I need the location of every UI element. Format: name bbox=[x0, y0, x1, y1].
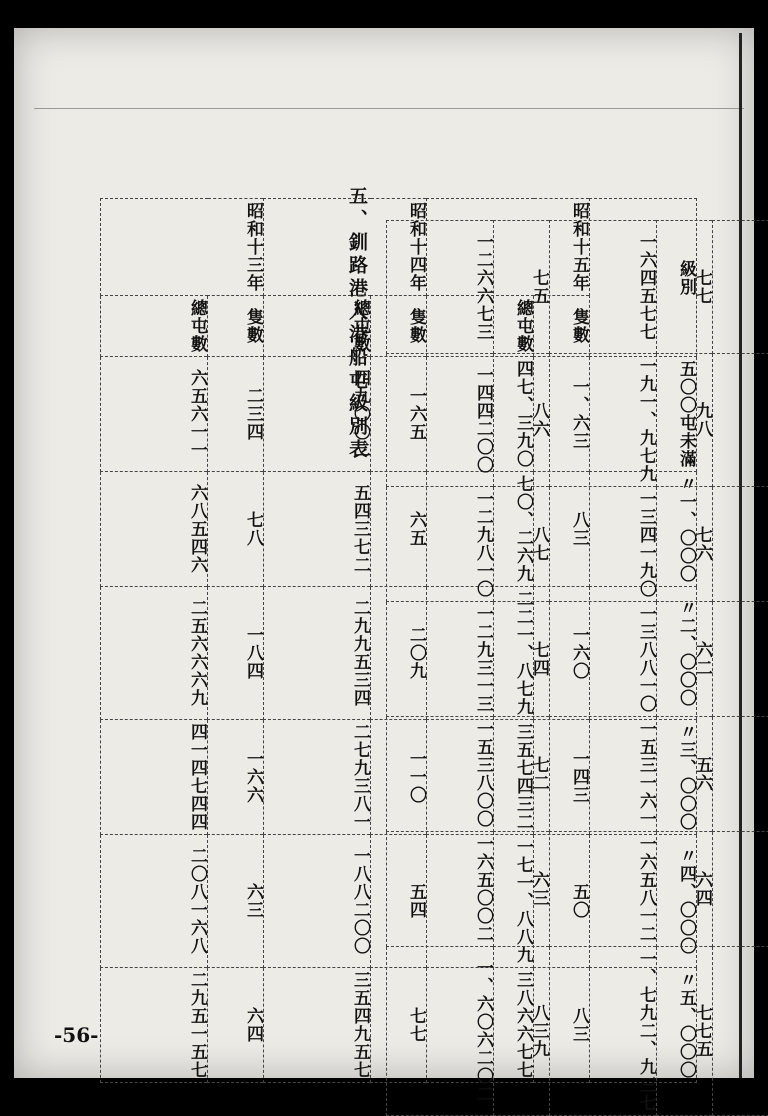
cell-value: 四七、三九〇 bbox=[427, 357, 534, 472]
cell-value: 四九〇〇二 bbox=[264, 357, 371, 472]
cell-value: 二〇九 bbox=[371, 587, 427, 720]
document-page bbox=[14, 28, 754, 1078]
cell-value: 九八 bbox=[657, 354, 713, 487]
cell-value: 一四四二〇〇 bbox=[387, 354, 494, 487]
row-class: 二、〇〇〇〃 bbox=[590, 587, 697, 720]
table-title: 五、釧路港入港船屯級別表 bbox=[347, 186, 366, 462]
cell-value: 一五三八〇〇 bbox=[387, 717, 494, 832]
cell-value: 六二 bbox=[657, 602, 713, 717]
row-class: 一、〇〇〇〃 bbox=[590, 472, 697, 587]
cell-value: 一五三一六一 bbox=[550, 717, 657, 832]
cell-value: 八三 bbox=[534, 968, 590, 1083]
cell-value: 一六四五七七 bbox=[550, 221, 657, 354]
cell-value: 一四三 bbox=[534, 720, 590, 835]
page-number: -56- bbox=[54, 1023, 98, 1047]
cell-value: 一、七九二、九三七 bbox=[550, 947, 657, 1116]
right-table bbox=[386, 220, 768, 1116]
cell-value: 一六五八一二 bbox=[550, 832, 657, 947]
cell-value: 一二九八一〇 bbox=[387, 487, 494, 602]
cell-value: 六四 bbox=[657, 832, 713, 947]
header-year-13: 昭和十三年 bbox=[101, 199, 264, 296]
table-row bbox=[387, 221, 768, 354]
table-row bbox=[387, 602, 768, 717]
cell-value bbox=[713, 487, 768, 602]
cell-value: 七七 bbox=[657, 221, 713, 354]
cell-value: 一、六三 bbox=[534, 357, 590, 472]
cell-value: 一六六 bbox=[208, 720, 264, 835]
cell-value bbox=[713, 602, 768, 717]
cell-value: 四一四七四四 bbox=[101, 720, 208, 835]
subheader-count: 隻數 bbox=[208, 296, 264, 357]
cell-value: 三五七四三二 bbox=[427, 720, 534, 835]
cell-value: 一六五 bbox=[371, 357, 427, 472]
cell-value: 六三 bbox=[208, 835, 264, 968]
cell-value: 一二九三一三 bbox=[387, 602, 494, 717]
cell-value: 二〇八一六八 bbox=[101, 835, 208, 968]
row-class: 五、〇〇〇〃 bbox=[590, 968, 697, 1083]
subheader-tons: 總屯數 bbox=[101, 296, 208, 357]
row-class: 四、〇〇〇〃 bbox=[590, 835, 697, 968]
cell-value: 八三九 bbox=[494, 947, 550, 1116]
header-year-15: 昭和十五年 bbox=[427, 199, 590, 296]
cell-value: 二七九三八一 bbox=[264, 720, 371, 835]
cell-value: 一三八八一〇 bbox=[550, 602, 657, 717]
cell-value: 七五 bbox=[494, 221, 550, 354]
cell-value: 七〇、二六九 bbox=[427, 472, 534, 587]
cell-value bbox=[713, 221, 768, 354]
cell-value: 三五四九五七 bbox=[264, 968, 371, 1083]
cell-value: 六五六一一 bbox=[101, 357, 208, 472]
cell-value: 一八八二〇〇 bbox=[264, 835, 371, 968]
subheader-count: 隻數 bbox=[371, 296, 427, 357]
cell-value: 五六 bbox=[657, 717, 713, 832]
cell-value: 七六 bbox=[657, 487, 713, 602]
table-row bbox=[387, 832, 768, 947]
cell-value: 二五六六六九 bbox=[101, 587, 208, 720]
cell-value: 五〇 bbox=[534, 835, 590, 968]
cell-value: 八三 bbox=[534, 472, 590, 587]
top-rule bbox=[34, 108, 744, 109]
cell-value: 七七 bbox=[371, 968, 427, 1083]
cell-value: 八七 bbox=[494, 487, 550, 602]
cell-value: 七二 bbox=[494, 717, 550, 832]
table-row-total bbox=[387, 947, 768, 1116]
cell-value: 二九五一五七 bbox=[101, 968, 208, 1083]
cell-value: 三八六六七七 bbox=[427, 968, 534, 1083]
cell-value: 八六 bbox=[494, 354, 550, 487]
cell-value: 一八四 bbox=[208, 587, 264, 720]
cell-value: 一九一、九七九 bbox=[550, 354, 657, 487]
table-row bbox=[387, 717, 768, 832]
header-year-14: 昭和十四年 bbox=[264, 199, 427, 296]
cell-value: 六五 bbox=[371, 472, 427, 587]
subheader-tons: 總屯數 bbox=[427, 296, 534, 357]
cell-value: 二二一、八七九 bbox=[427, 587, 534, 720]
cell-value: 一七一、八八九 bbox=[427, 835, 534, 968]
cell-value: 七七五 bbox=[657, 947, 713, 1116]
cell-value: 六三 bbox=[494, 832, 550, 947]
cell-value: 二三四 bbox=[208, 357, 264, 472]
row-class: 五〇〇屯未滿 bbox=[590, 357, 697, 472]
cell-value: 一六〇 bbox=[534, 587, 590, 720]
table-row bbox=[387, 487, 768, 602]
header-class: 級別 bbox=[590, 199, 697, 357]
cell-value bbox=[713, 717, 768, 832]
cell-value: 七八 bbox=[208, 472, 264, 587]
cell-value bbox=[713, 832, 768, 947]
cell-value: 六四 bbox=[208, 968, 264, 1083]
cell-value: 一二六六七三 bbox=[387, 221, 494, 354]
cell-value: 一、六〇六二〇二 bbox=[387, 947, 494, 1116]
cell-value: 一一〇 bbox=[371, 720, 427, 835]
row-class: 三、〇〇〇〃 bbox=[590, 720, 697, 835]
cell-value bbox=[713, 947, 768, 1116]
cell-value: 五四 bbox=[371, 835, 427, 968]
cell-value: 一三四一九〇 bbox=[550, 487, 657, 602]
subheader-count: 隻數 bbox=[534, 296, 590, 357]
cell-value: 五四三七二 bbox=[264, 472, 371, 587]
cell-value: 六八五四六 bbox=[101, 472, 208, 587]
cell-value: 七四 bbox=[494, 602, 550, 717]
cell-value bbox=[713, 354, 768, 487]
subheader-tons: 總屯數 bbox=[264, 296, 371, 357]
cell-value: 一六五〇〇二 bbox=[387, 832, 494, 947]
table-row bbox=[387, 354, 768, 487]
cell-value: 二九九五三四 bbox=[264, 587, 371, 720]
